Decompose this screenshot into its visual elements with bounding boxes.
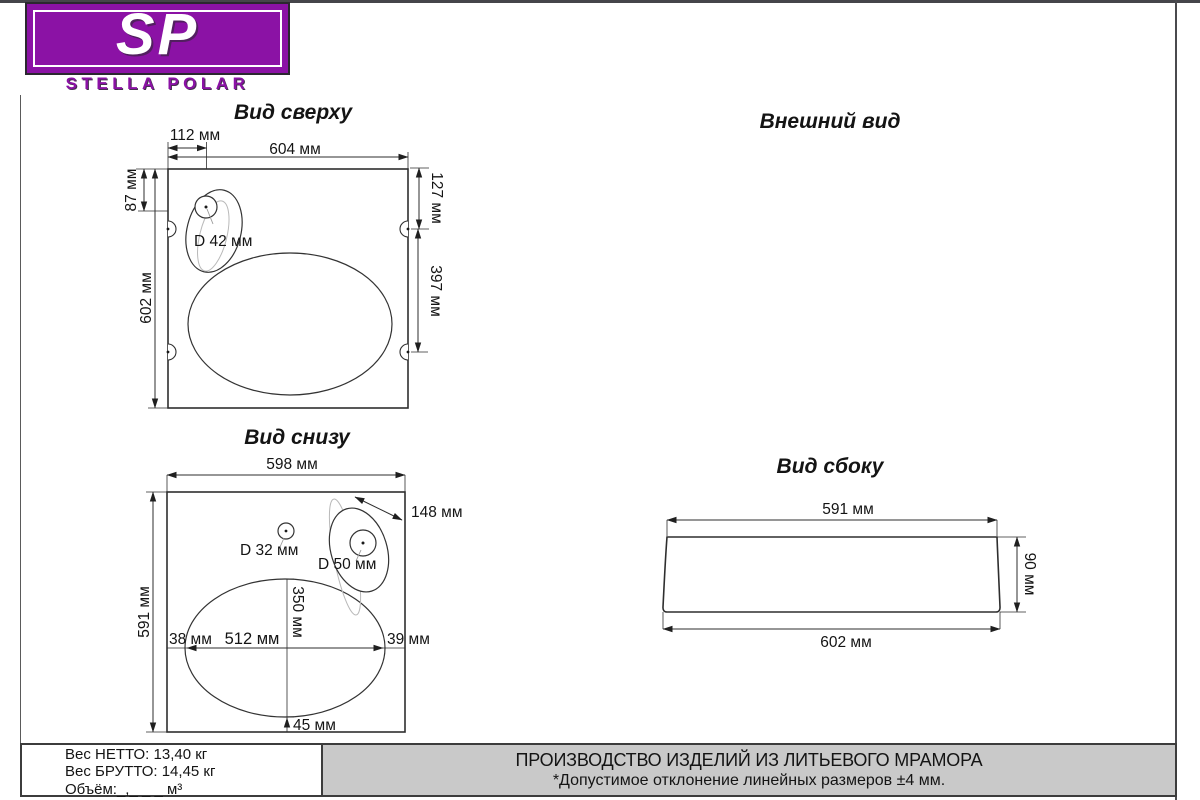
hole-d32-label: D 32 мм <box>240 542 299 559</box>
production-note: ПРОИЗВОДСТВО ИЗДЕЛИЙ ИЗ ЛИТЬЕВОГО МРАМОРА <box>515 750 983 770</box>
stella-polar-logo <box>25 2 290 75</box>
page-right-border <box>1175 0 1177 800</box>
dim-397-label: 397 мм <box>427 265 444 317</box>
dim-45-label: 45 мм <box>293 717 336 734</box>
dim-127-label: 127 мм <box>428 172 445 224</box>
sink-side-profile <box>663 537 1000 612</box>
dim-87-label: 87 мм <box>123 168 140 212</box>
dim-512-label: 512 мм <box>224 630 280 648</box>
production-info-cell <box>323 743 1177 797</box>
dim-604-label: 604 мм <box>269 141 321 158</box>
dim-39-label: 39 мм <box>387 631 430 648</box>
dim-148-label: 148 мм <box>411 504 463 521</box>
external-view-title: Внешний вид <box>759 110 901 133</box>
dim-591-side-label: 591 мм <box>822 501 874 518</box>
dim-38-label: 38 мм <box>169 631 212 648</box>
net-weight: Вес НЕТТО: 13,40 кг <box>65 746 208 763</box>
page-left-border <box>20 95 21 745</box>
tolerance-note: *Допустимое отклонение линейных размеров ±4 мм. <box>552 772 946 789</box>
dim-90-label: 90 мм <box>1021 552 1038 596</box>
dim-112-label: 112 мм <box>169 127 221 144</box>
bowl-ellipse-top <box>188 253 392 395</box>
logo-sp-monogram: SP <box>115 2 200 67</box>
dim-602-label: 602 мм <box>138 272 155 324</box>
top-view-drawing <box>90 125 470 420</box>
top-view-title: Вид сверху <box>234 101 352 124</box>
volume: Объём:_,_ _ _ м³ <box>65 780 183 798</box>
dim-602-side-label: 602 мм <box>820 634 872 651</box>
dim-350-label: 350 мм <box>289 586 306 638</box>
hole-d42-label: D 42 мм <box>194 233 253 250</box>
weight-info-cell <box>20 743 323 797</box>
footer-table <box>20 743 1177 797</box>
logo-brand-name: STELLA POLAR <box>65 74 250 93</box>
hole-d50-label: D 50 мм <box>318 556 377 573</box>
gross-weight: Вес БРУТТО: 14,45 кг <box>65 763 216 781</box>
side-view-drawing <box>630 490 1060 660</box>
dim-598-label: 598 мм <box>266 456 318 473</box>
side-view-title: Вид сбоку <box>776 455 884 478</box>
bottom-view-drawing <box>130 455 480 740</box>
bottom-view-title: Вид снизу <box>244 426 350 449</box>
dim-591-bottom-label: 591 мм <box>136 586 153 638</box>
